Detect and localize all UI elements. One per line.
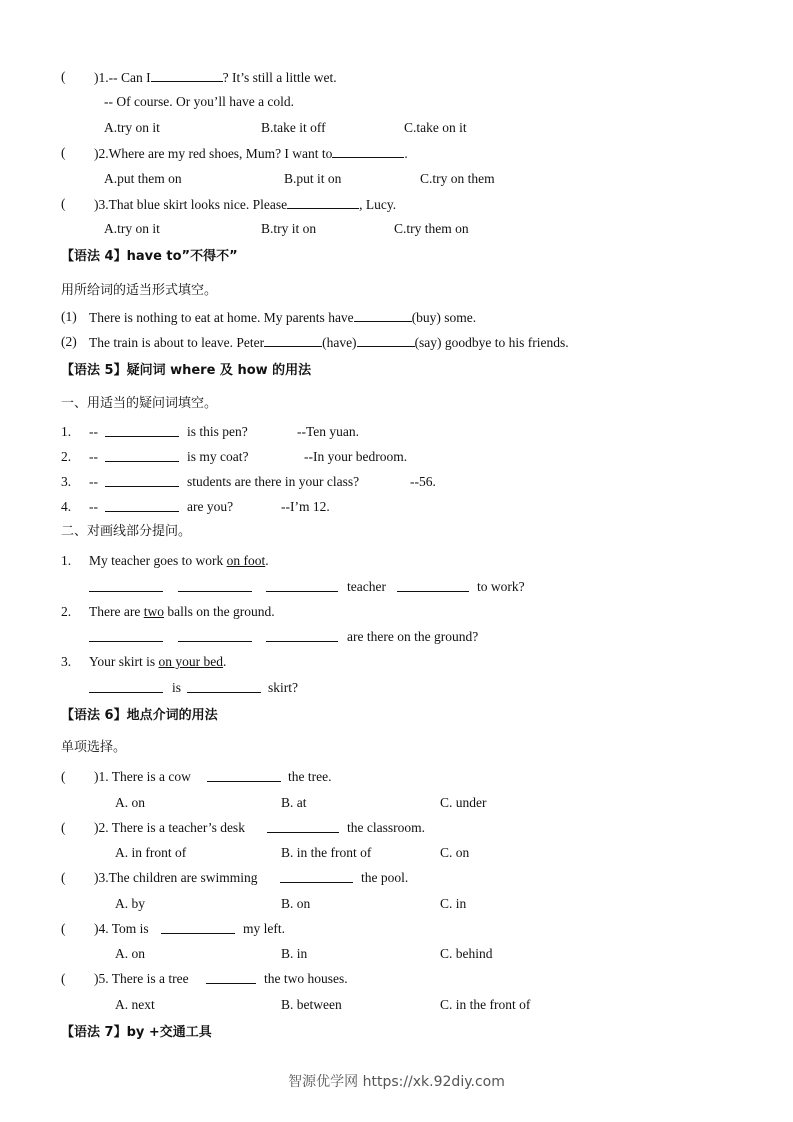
s6-q4-option-a[interactable]: A. on [115, 946, 145, 961]
section-4-title: 【语法 4】have to”不得不” [61, 249, 238, 264]
s4-item-2: The train is about to leave. Peter (have) (say) goodbye to his friends. [89, 335, 569, 350]
s5-fill-4-dash: -- [89, 499, 98, 514]
s5-ask-3-word-2: skirt? [268, 680, 298, 695]
s5-ask-1-blank-3[interactable] [266, 579, 338, 592]
s5-ask-1-blank-4[interactable] [397, 579, 469, 592]
s4-item-1-num: (1) [61, 309, 77, 324]
q1-option-c[interactable]: C.take on it [404, 120, 467, 135]
s6-q3-option-a[interactable]: A. by [115, 896, 145, 911]
s6-q5-stem: )5. There is a tree [94, 971, 189, 986]
s5-fill-2-num: 2. [61, 449, 72, 464]
s6-q5-blank[interactable] [206, 971, 256, 984]
s5-ask-2-sentence: There are two balls on the ground. [89, 604, 275, 619]
s5-ask-3-blank-1[interactable] [89, 680, 163, 693]
s5-ask-1-sentence: My teacher goes to work on foot. [89, 553, 269, 568]
s6-q3-stem: )3.The children are swimming [94, 870, 258, 885]
s6-q5-paren: ( [61, 971, 66, 986]
q3-paren: ( [61, 196, 66, 211]
s5-fill-3-num: 3. [61, 474, 72, 489]
s4-item-1: There is nothing to eat at home. My parents have (buy) some. [89, 310, 477, 325]
s6-q1-rest: the tree. [288, 769, 332, 784]
s5-fill-2-blank[interactable] [105, 449, 179, 462]
s6-q3-blank[interactable] [280, 870, 353, 883]
q2-paren: ( [61, 145, 66, 160]
s6-q4-stem: )4. Tom is [94, 921, 149, 936]
s4-item-2-blank-2[interactable] [357, 334, 415, 347]
s6-q4-option-c[interactable]: C. behind [440, 946, 493, 961]
s6-q1-paren: ( [61, 769, 66, 784]
s5-fill-1-dash: -- [89, 424, 98, 439]
q2-rest: . [404, 146, 408, 161]
s6-q2-rest: the classroom. [347, 820, 425, 835]
s5-ask-3-underlined: on your bed [158, 654, 224, 669]
s5-fill-3-blank[interactable] [105, 474, 179, 487]
s5-ask-2-blank-1[interactable] [89, 629, 163, 642]
q3-rest: , Lucy. [359, 197, 397, 212]
s5-fill-2-dash: -- [89, 449, 98, 464]
s6-q5-option-a[interactable]: A. next [115, 997, 155, 1012]
s5-ask-2-underlined: two [143, 604, 164, 619]
s6-q5-rest: the two houses. [264, 971, 348, 986]
q2-stem: )2.Where are my red shoes, Mum? I want to [94, 146, 333, 161]
section-7-title: 【语法 7】by +交通工具 [61, 1025, 212, 1040]
s6-q2-stem: )2. There is a teacher’s desk [94, 820, 245, 835]
q1-reply: -- Of course. Or you’ll have a cold. [104, 94, 295, 109]
q1-stem: )1.-- Can I [94, 70, 151, 85]
q3-option-b[interactable]: B.try it on [261, 221, 317, 236]
s5-ask-1-blank-1[interactable] [89, 579, 163, 592]
s5-fill-4-answer: --I’m 12. [281, 499, 330, 514]
q1-rest: ? It’s still a little wet. [222, 70, 337, 85]
s6-q4-rest: my left. [243, 921, 285, 936]
q1-line [94, 69, 337, 86]
s5-fill-4-blank[interactable] [105, 499, 179, 512]
s5-fill-2-question: is my coat? [187, 449, 249, 464]
s5-ask-1-underlined: on foot [226, 553, 266, 568]
s6-q3-rest: the pool. [361, 870, 409, 885]
s6-q3-option-b[interactable]: B. on [281, 896, 311, 911]
q2-option-a[interactable]: A.put them on [104, 171, 182, 186]
s5-fill-4-num: 4. [61, 499, 72, 514]
s5-ask-3-word-1: is [172, 680, 182, 695]
s6-q5-option-c[interactable]: C. in the front of [440, 997, 531, 1012]
section-5-title: 【语法 5】疑问词 where 及 how 的用法 [61, 363, 312, 378]
s5-ask-1-blank-2[interactable] [178, 579, 252, 592]
s6-q4-blank[interactable] [161, 921, 235, 934]
s6-q2-paren: ( [61, 820, 66, 835]
q2-line [94, 145, 408, 162]
q2-option-b[interactable]: B.put it on [284, 171, 342, 186]
s5-ask-2-blank-3[interactable] [266, 629, 338, 642]
s6-q1-blank[interactable] [207, 769, 281, 782]
s5-fill-4-question: are you? [187, 499, 234, 514]
s5-ask-1-word-2: to work? [477, 579, 525, 594]
s6-q5-option-b[interactable]: B. between [281, 997, 342, 1012]
s4-item-2-blank-1[interactable] [264, 334, 322, 347]
s6-q1-option-a[interactable]: A. on [115, 795, 145, 810]
q3-line [94, 196, 396, 213]
q2-blank[interactable] [332, 145, 404, 158]
s5-ask-2-blank-2[interactable] [178, 629, 252, 642]
s5-ask-3-sentence: Your skirt is on your bed. [89, 654, 227, 669]
s6-q1-stem: )1. There is a cow [94, 769, 191, 784]
q3-stem: )3.That blue skirt looks nice. Please [94, 197, 288, 212]
s5-fill-1-num: 1. [61, 424, 72, 439]
s6-q2-option-c[interactable]: C. on [440, 845, 470, 860]
s5-fill-2-answer: --In your bedroom. [304, 449, 408, 464]
q3-blank[interactable] [287, 196, 359, 209]
s5-fill-1-blank[interactable] [105, 424, 179, 437]
s6-q1-option-c[interactable]: C. under [440, 795, 487, 810]
s5-ask-3-num: 3. [61, 654, 72, 669]
s6-q2-blank[interactable] [267, 820, 339, 833]
s5-fill-1-answer: --Ten yuan. [297, 424, 360, 439]
s5-fill-3-dash: -- [89, 474, 98, 489]
s4-item-2-num: (2) [61, 334, 77, 349]
q3-option-a[interactable]: A.try on it [104, 221, 160, 236]
s5-fill-1-question: is this pen? [187, 424, 248, 439]
section-6-title: 【语法 6】地点介词的用法 [61, 708, 218, 723]
s6-q1-option-b[interactable]: B. at [281, 795, 307, 810]
section-4-instruction: 用所给词的适当形式填空。 [61, 283, 218, 298]
s5-ask-2-num: 2. [61, 604, 72, 619]
s5-fill-3-question: students are there in your class? [187, 474, 360, 489]
s6-q4-option-b[interactable]: B. in [281, 946, 308, 961]
s5-ask-2-word-1: are there on the ground? [347, 629, 479, 644]
section-5-part1: 一、用适当的疑问词填空。 [61, 396, 218, 411]
q2-option-c[interactable]: C.try on them [420, 171, 495, 186]
q1-blank[interactable] [151, 69, 223, 82]
q1-paren: ( [61, 69, 66, 84]
s6-q2-option-a[interactable]: A. in front of [115, 845, 187, 860]
s4-item-1-blank[interactable] [354, 309, 412, 322]
s5-ask-1-word-1: teacher [347, 579, 386, 594]
section-6-instruction: 单项选择。 [61, 740, 127, 755]
s5-fill-3-answer: --56. [410, 474, 436, 489]
s6-q4-paren: ( [61, 921, 66, 936]
s5-ask-1-num: 1. [61, 553, 72, 568]
q3-option-c[interactable]: C.try them on [394, 221, 469, 236]
s6-q3-paren: ( [61, 870, 66, 885]
footer-watermark: 智源优学网 https://xk.92diy.com [288, 1074, 505, 1090]
section-5-part2: 二、对画线部分提问。 [61, 524, 192, 539]
s6-q3-option-c[interactable]: C. in [440, 896, 467, 911]
q1-option-a[interactable]: A.try on it [104, 120, 160, 135]
s6-q2-option-b[interactable]: B. in the front of [281, 845, 372, 860]
s5-ask-3-blank-2[interactable] [187, 680, 261, 693]
q1-option-b[interactable]: B.take it off [261, 120, 326, 135]
